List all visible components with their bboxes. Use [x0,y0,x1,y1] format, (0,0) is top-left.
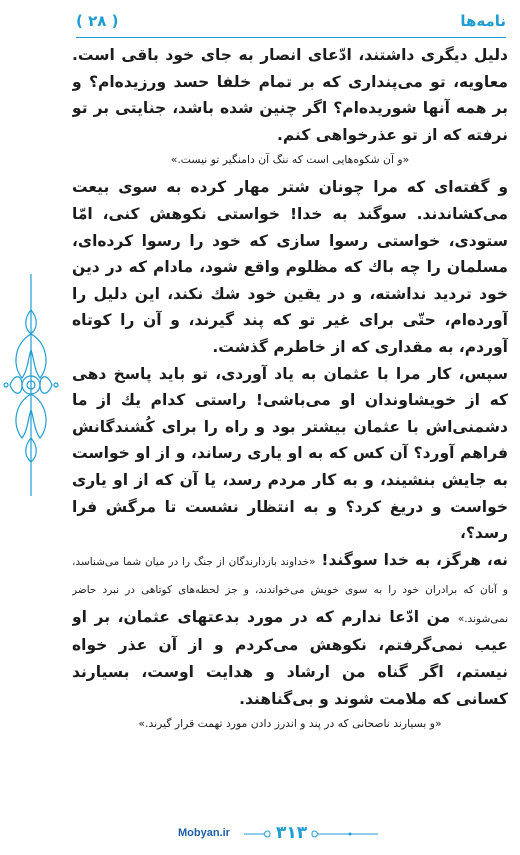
quote-1: «و آن شکوه‌هایی است که ننگ آن دامنگیر تو نیست.» [170,153,410,167]
section-title: نامه‌ها [460,12,506,30]
header-divider [76,37,506,38]
paragraph-1: دلیل دیگری داشتند، ادّعای انصار به جای خود باقی است. معاویه، تو می‌پنداری که بر تمام خلفا حسد ورزیده‌ام؟ و بر همه آنها شوریده‌ام؟ اگر چنین شده باشد، جنایتی بر تو نرفته که از تو عذرخواهی کنم. [72,46,508,144]
footer-right-flourish-icon [310,827,380,841]
footer-left-flourish-icon [242,827,272,841]
paragraph-4-rest: من ادّعا ندارم که در مورد بدعتهای عثمان، بر او عیب نمی‌گرفتم، نکوهش می‌کردم و از آن عذر خواه نیستم، اگر گناه من ارشاد و هدایت اوست، بسیارند کسانی که ملامت شوند و بی‌گناهند. [72,607,508,708]
paragraph-3: سپس، کار مرا با عثمان به یاد آوردی، تو باید پاسخ دهی که از خویشاوندان او می‌باشی! راستی کدام یك از ما دشمنی‌اش با عثمان بیشتر بود و راه را برای کُشندگانش فراهم آورد؟ آن کس که به او یاری رساند، و از او خواست به جایش بنشیند، و به کار مردم رسد، یا آن که از او یاری خواست و دریغ کرد؟ و به انتظار نشست تا مرگش فرا رسد؟، [72,364,508,543]
paragraph-4 [72,547,508,713]
letter-number: ( ۲۸ ) [76,12,119,30]
page-footer [0,819,520,849]
paragraph-4-lead: نه، هرگز، به خدا سوگند! [321,550,508,569]
quote-2: «و بسیارند ناصحانی که در پند و اندرز دادن مورد تهمت قرار گیرند.» [138,717,442,731]
site-watermark: Mobyan.ir [178,827,230,839]
paragraph-2: و گفته‌ای که مرا چونان شتر مهار کرده به سوی بیعت می‌کشاندند. سوگند به خدا! خواستی نکوهش کنی، امّا ستودی، خواستی رسوا سازی که خود را رسوا کرده‌ای، مسلمان را چه باك که مظلوم واقع شود، مادام که در دین خود تردید نداشته، و در یقین خود شك نکند، این دلیل را آورده‌ام، حتّی برای غیر تو که پند گیرند، و آن را کوتاه آوردم، به مقداری که از خاطرم گذشت. [72,178,508,356]
page-number: ۳۱۳ [276,823,308,843]
page-header [76,8,506,34]
page-body [72,42,508,812]
margin-ornament-icon [0,270,62,500]
paragraph-4-quote: «خداوند بازدارندگان از جنگ را در میان شما می‌شناسد، و آنان که برادران خود را به سوی خویش می‌خواندند، و جز لحظه‌های کوتاهی در نبرد حاضر نمی‌شوند.» [72,555,508,625]
